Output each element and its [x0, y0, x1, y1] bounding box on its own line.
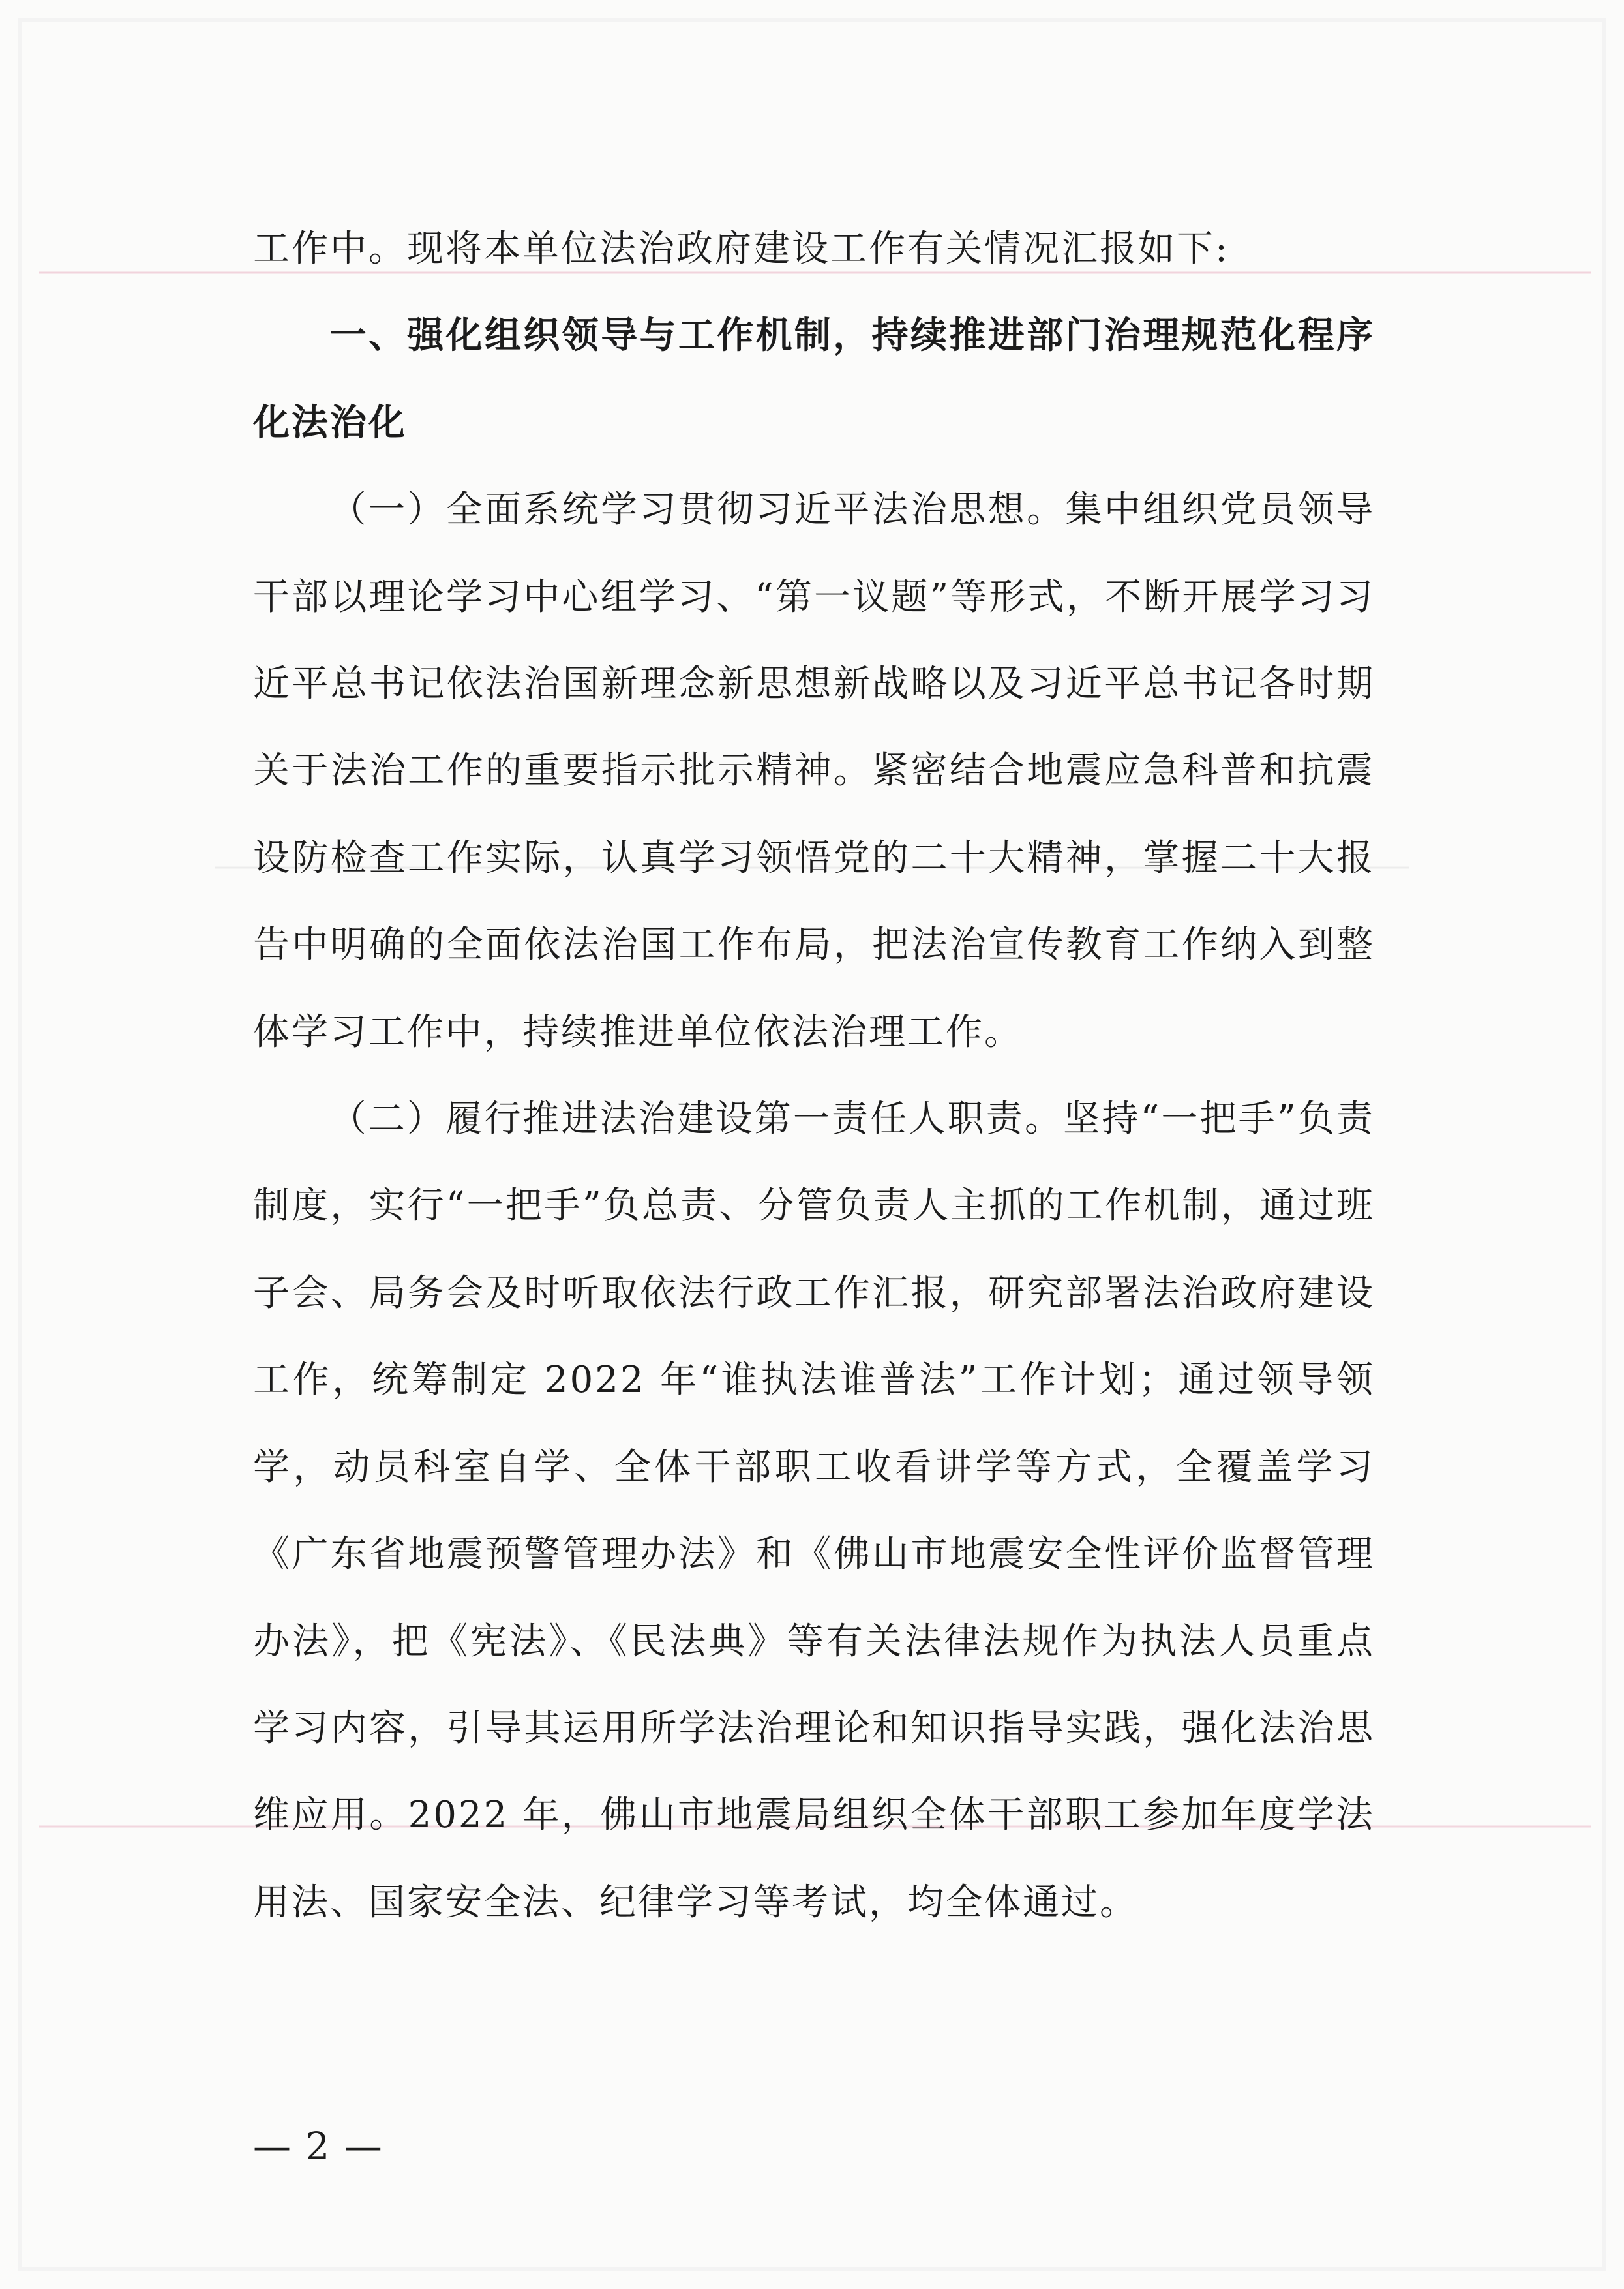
page-number: — 2 —: [253, 2124, 383, 2168]
subsection-paragraph-2: （二）履行推进法治建设第一责任人职责。坚持“一把手”负责制度，实行“一把手”负总责、分管负责人主抓的工作机制，通过班子会、局务会及时听取依法行政工作汇报，研究部署法治政府建设工作，统筹制定 2022 年“谁执法谁普法”工作计划；通过领导领学，动员科室自学、全体干部职工收看讲学等方式，全覆盖学习《广东省地震预警管理办法》和《佛山市地震安全性评价监督管理办法》，把《宪法》、《民法典》等有关法律法规作为执法人员重点学习内容，引导其运用所学法治理论和知识指导实践，强化法治思维应用。2022 年，佛山市地震局组织全体干部职工参加年度学法用法、国家安全法、纪律学习等考试，均全体通过。: [253, 1098, 1375, 1924]
section-heading-1: 一、强化组织领导与工作机制，持续推进部门治理规范化程序化法治化: [253, 314, 1375, 444]
document-body: [253, 205, 1375, 1946]
intro-paragraph: 工作中。现将本单位法治政府建设工作有关情况汇报如下:: [253, 228, 1229, 270]
subsection-paragraph-1: （一）全面系统学习贯彻习近平法治思想。集中组织党员领导干部以理论学习中心组学习、“第一议题”等形式，不断开展学习习近平总书记依法治国新理念新思想新战略以及习近平总书记各时期关于法治工作的重要指示批示精神。紧密结合地震应急科普和抗震设防检查工作实际，认真学习领悟党的二十大精神，掌握二十大报告中明确的全面依法治国工作布局，把法治宣传教育工作纳入到整体学习工作中，持续推进单位依法治理工作。: [253, 489, 1375, 1054]
